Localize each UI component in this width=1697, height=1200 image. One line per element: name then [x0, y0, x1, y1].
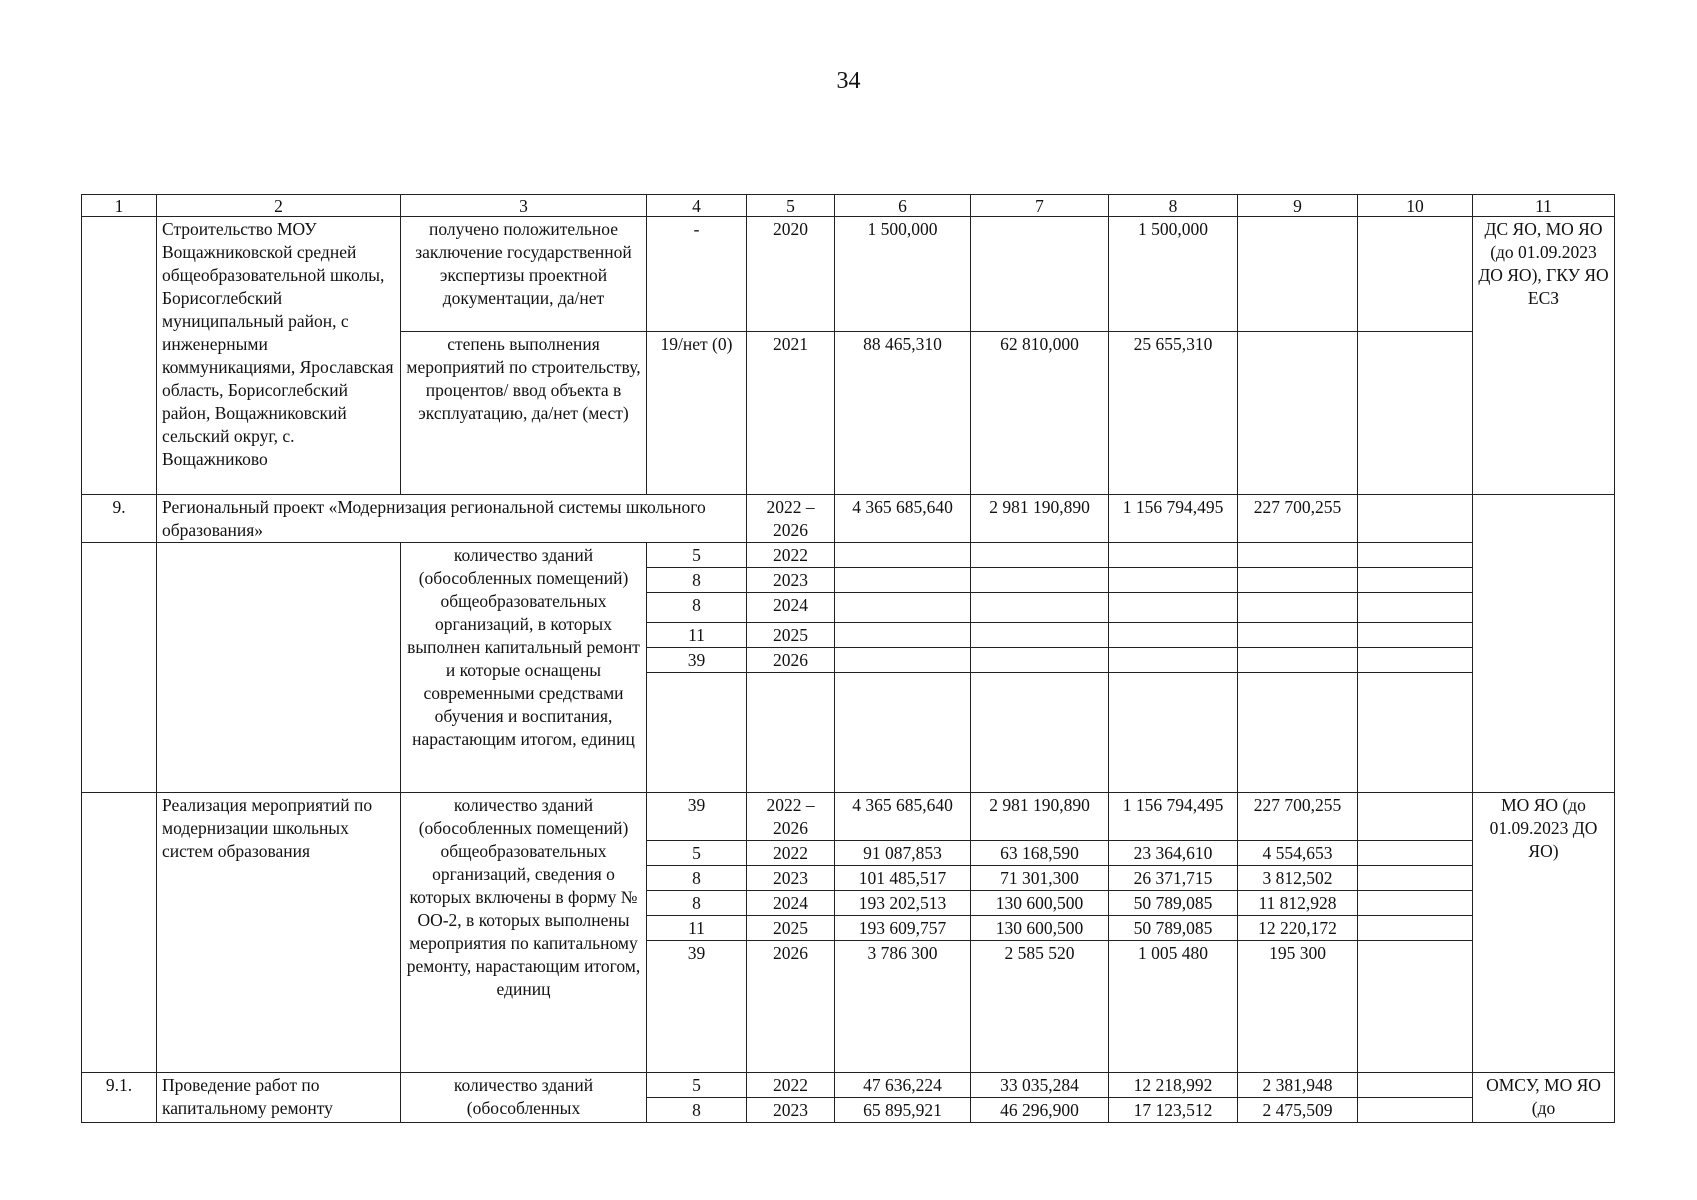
project-title: Региональный проект «Модернизация региональной системы школьного образования»	[157, 495, 747, 543]
row-number-cell	[82, 793, 157, 1073]
amount-col10	[1358, 1073, 1473, 1098]
amount-col9: 227 700,255	[1238, 495, 1358, 543]
executor-cell: ОМСУ, МО ЯО (до	[1473, 1073, 1615, 1123]
amount-total: 47 636,224	[835, 1073, 971, 1098]
year-cell: 2023	[747, 866, 835, 891]
amount-col9	[1238, 648, 1358, 673]
indicator-value: -	[647, 217, 747, 332]
year-cell: 2020	[747, 217, 835, 332]
amount-col10	[1358, 1098, 1473, 1123]
row-number-cell: 9.1.	[82, 1073, 157, 1123]
amount-col10	[1358, 891, 1473, 916]
activity-name: Строительство МОУ Вощажниковской средней общеобразовательной школы, Борисоглебский муниципальный район, с инженерными коммуникациями, Ярославская область, Борисоглебский район, Вощажниковский сельский округ, с. Вощажниково	[157, 217, 401, 495]
year-cell	[747, 673, 835, 793]
amount-col9	[1238, 673, 1358, 793]
amount-col8: 26 371,715	[1109, 866, 1238, 891]
amount-col10	[1358, 568, 1473, 593]
amount-total: 3 786 300	[835, 941, 971, 1073]
activity-name: Реализация мероприятий по модернизации школьных систем образования	[157, 793, 401, 1073]
executor-cell	[1473, 495, 1615, 793]
year-cell: 2022 – 2026	[747, 495, 835, 543]
amount-col7	[971, 648, 1109, 673]
amount-col7: 2 981 190,890	[971, 793, 1109, 841]
amount-col7: 2 981 190,890	[971, 495, 1109, 543]
amount-col8: 1 500,000	[1109, 217, 1238, 332]
row-number-cell	[82, 543, 157, 793]
amount-col7: 130 600,500	[971, 916, 1109, 941]
amount-col9: 195 300	[1238, 941, 1358, 1073]
amount-col7	[971, 673, 1109, 793]
indicator-value: 11	[647, 916, 747, 941]
indicator-value: 5	[647, 1073, 747, 1098]
amount-col9: 2 381,948	[1238, 1073, 1358, 1098]
year-cell: 2022 – 2026	[747, 793, 835, 841]
amount-col7	[971, 568, 1109, 593]
amount-col10	[1358, 866, 1473, 891]
year-cell: 2022	[747, 841, 835, 866]
amount-col10	[1358, 793, 1473, 841]
amount-col7: 46 296,900	[971, 1098, 1109, 1123]
amount-total: 101 485,517	[835, 866, 971, 891]
column-number: 4	[647, 195, 747, 217]
amount-total: 91 087,853	[835, 841, 971, 866]
year-cell: 2023	[747, 568, 835, 593]
amount-total	[835, 593, 971, 623]
amount-col8: 25 655,310	[1109, 332, 1238, 495]
amount-col10	[1358, 941, 1473, 1073]
amount-col10	[1358, 332, 1473, 495]
amount-col8	[1109, 543, 1238, 568]
table-row	[82, 543, 1615, 568]
amount-col8: 1 156 794,495	[1109, 495, 1238, 543]
indicator-value: 8	[647, 593, 747, 623]
year-cell: 2021	[747, 332, 835, 495]
indicator-name: количество зданий (обособленных помещений) общеобразовательных организаций, сведения о которых включены в форму № ОО-2, в которых выполнены мероприятия по капитальному ремонту, нарастающим итогом, единиц	[401, 793, 647, 1073]
page-number: 34	[836, 68, 861, 94]
amount-col10	[1358, 916, 1473, 941]
column-number: 5	[747, 195, 835, 217]
amount-total	[835, 623, 971, 648]
indicator-value: 5	[647, 543, 747, 568]
indicator-value: 8	[647, 1098, 747, 1123]
amount-col8: 12 218,992	[1109, 1073, 1238, 1098]
amount-col8	[1109, 673, 1238, 793]
amount-col8: 50 789,085	[1109, 891, 1238, 916]
column-number: 10	[1358, 195, 1473, 217]
amount-total	[835, 543, 971, 568]
table-row	[82, 1073, 1615, 1098]
amount-col7	[971, 543, 1109, 568]
amount-total: 4 365 685,640	[835, 793, 971, 841]
column-number: 2	[157, 195, 401, 217]
amount-col7: 130 600,500	[971, 891, 1109, 916]
amount-col10	[1358, 841, 1473, 866]
amount-col8	[1109, 648, 1238, 673]
amount-col7: 2 585 520	[971, 941, 1109, 1073]
amount-col8: 1 156 794,495	[1109, 793, 1238, 841]
amount-total: 88 465,310	[835, 332, 971, 495]
amount-col9: 2 475,509	[1238, 1098, 1358, 1123]
program-table	[81, 194, 1615, 1123]
amount-total: 1 500,000	[835, 217, 971, 332]
indicator-value: 39	[647, 648, 747, 673]
amount-total	[835, 673, 971, 793]
amount-col7: 71 301,300	[971, 866, 1109, 891]
amount-total: 193 609,757	[835, 916, 971, 941]
amount-col8: 50 789,085	[1109, 916, 1238, 941]
indicator-value	[647, 673, 747, 793]
indicator-value: 8	[647, 866, 747, 891]
indicator-value: 5	[647, 841, 747, 866]
amount-col7: 62 810,000	[971, 332, 1109, 495]
amount-col10	[1358, 495, 1473, 543]
amount-col7: 33 035,284	[971, 1073, 1109, 1098]
year-cell: 2026	[747, 941, 835, 1073]
amount-col9	[1238, 568, 1358, 593]
amount-col10	[1358, 593, 1473, 623]
amount-col9: 11 812,928	[1238, 891, 1358, 916]
column-number: 1	[82, 195, 157, 217]
amount-col9: 4 554,653	[1238, 841, 1358, 866]
indicator-name: количество зданий (обособленных помещений) общеобразовательных организаций, в которых выполнен капитальный ремонт и которые оснащены современными средствами обучения и воспитания, нарастающим итогом, единиц	[401, 543, 647, 793]
year-cell: 2025	[747, 916, 835, 941]
amount-col8	[1109, 568, 1238, 593]
amount-col9: 12 220,172	[1238, 916, 1358, 941]
amount-col8	[1109, 623, 1238, 648]
amount-col7	[971, 623, 1109, 648]
amount-col7	[971, 593, 1109, 623]
amount-total: 4 365 685,640	[835, 495, 971, 543]
executor-cell: ДС ЯО, МО ЯО (до 01.09.2023 ДО ЯО), ГКУ ЯО ЕСЗ	[1473, 217, 1615, 495]
indicator-name: степень выполнения мероприятий по строительству, процентов/ ввод объекта в эксплуатацию, да/нет (мест)	[401, 332, 647, 495]
amount-col9	[1238, 623, 1358, 648]
indicator-value: 39	[647, 941, 747, 1073]
amount-col10	[1358, 623, 1473, 648]
amount-col8	[1109, 593, 1238, 623]
amount-total: 65 895,921	[835, 1098, 971, 1123]
amount-col7: 63 168,590	[971, 841, 1109, 866]
column-number: 7	[971, 195, 1109, 217]
amount-total	[835, 648, 971, 673]
amount-total	[835, 568, 971, 593]
amount-col10	[1358, 648, 1473, 673]
indicator-value: 19/нет (0)	[647, 332, 747, 495]
amount-col9: 227 700,255	[1238, 793, 1358, 841]
amount-col10	[1358, 673, 1473, 793]
activity-name: Проведение работ по капитальному ремонту	[157, 1073, 401, 1123]
year-cell: 2025	[747, 623, 835, 648]
amount-col9	[1238, 332, 1358, 495]
amount-col8: 1 005 480	[1109, 941, 1238, 1073]
row-number-cell	[82, 217, 157, 495]
year-cell: 2023	[747, 1098, 835, 1123]
column-number: 3	[401, 195, 647, 217]
column-number: 11	[1473, 195, 1615, 217]
year-cell: 2026	[747, 648, 835, 673]
column-number: 9	[1238, 195, 1358, 217]
table-row	[82, 495, 1615, 543]
amount-col9	[1238, 543, 1358, 568]
indicator-value: 39	[647, 793, 747, 841]
indicator-name: количество зданий (обособленных	[401, 1073, 647, 1123]
column-number: 6	[835, 195, 971, 217]
amount-total: 193 202,513	[835, 891, 971, 916]
indicator-value: 11	[647, 623, 747, 648]
year-cell: 2022	[747, 543, 835, 568]
amount-col8: 23 364,610	[1109, 841, 1238, 866]
amount-col9	[1238, 593, 1358, 623]
year-cell: 2024	[747, 891, 835, 916]
amount-col8: 17 123,512	[1109, 1098, 1238, 1123]
year-cell: 2022	[747, 1073, 835, 1098]
amount-col10	[1358, 217, 1473, 332]
amount-col10	[1358, 543, 1473, 568]
column-number: 8	[1109, 195, 1238, 217]
table-row	[82, 217, 1615, 332]
indicator-value: 8	[647, 891, 747, 916]
activity-name	[157, 543, 401, 793]
amount-col7	[971, 217, 1109, 332]
indicator-name: получено положительное заключение государственной экспертизы проектной документации, да/нет	[401, 217, 647, 332]
column-number-row	[82, 195, 1615, 217]
indicator-value: 8	[647, 568, 747, 593]
year-cell: 2024	[747, 593, 835, 623]
row-number-cell: 9.	[82, 495, 157, 543]
executor-cell: МО ЯО (до 01.09.2023 ДО ЯО)	[1473, 793, 1615, 1073]
table-row	[82, 793, 1615, 841]
amount-col9: 3 812,502	[1238, 866, 1358, 891]
amount-col9	[1238, 217, 1358, 332]
